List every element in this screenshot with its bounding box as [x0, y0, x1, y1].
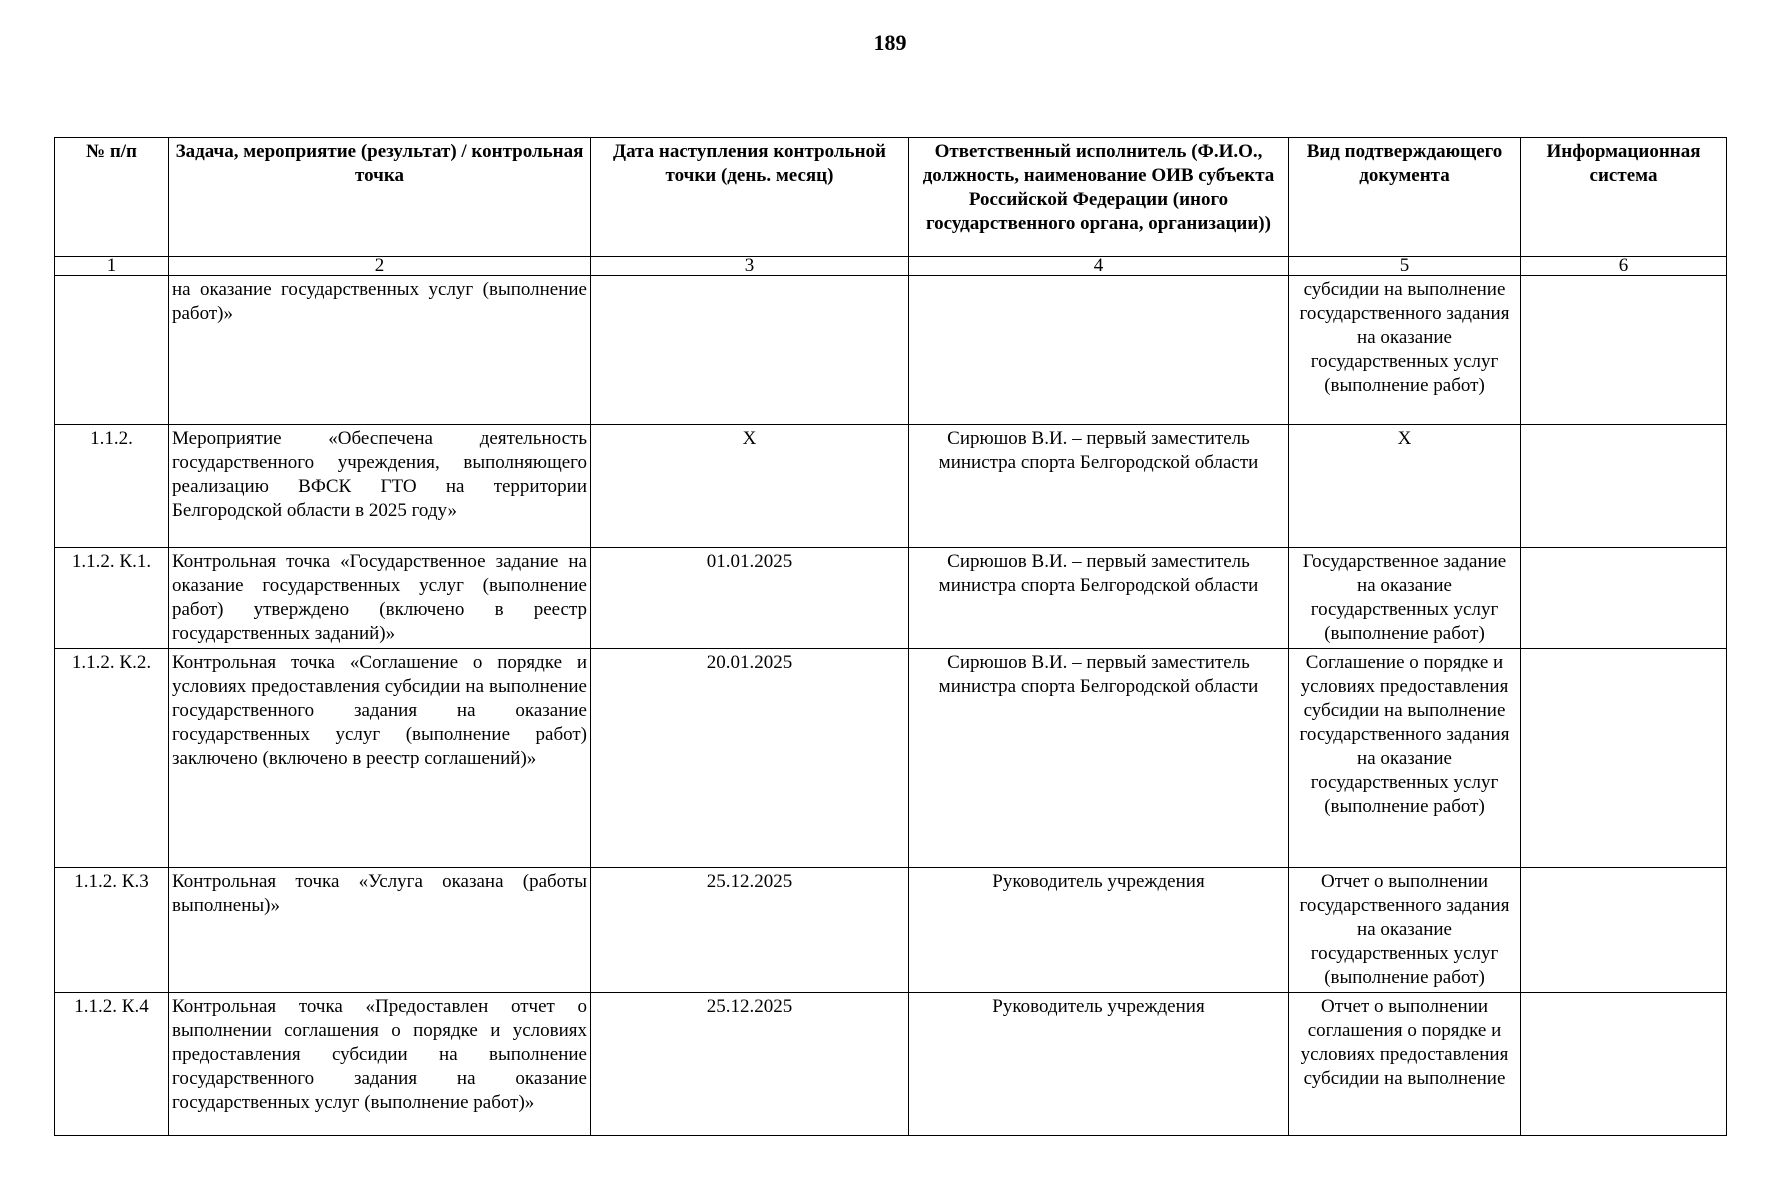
column-number: 4 — [909, 257, 1289, 276]
column-number: 1 — [55, 257, 169, 276]
row-date: 25.12.2025 — [591, 993, 909, 1136]
row-document: Соглашение о порядке и условиях предоставления субсидии на выполнение государственного задания на оказание государственных услуг (выполнение работ) — [1289, 649, 1521, 868]
row-system — [1521, 276, 1727, 425]
row-system — [1521, 993, 1727, 1136]
row-task: Контрольная точка «Предоставлен отчет о выполнении соглашения о порядке и условиях предоставления субсидии на выполнение государственного задания на оказание государственных услуг (выполнение работ)» — [169, 993, 591, 1136]
header-date: Дата наступления контрольной точки (день. месяц) — [591, 138, 909, 257]
row-system — [1521, 868, 1727, 993]
row-document: Государственное задание на оказание государственных услуг (выполнение работ) — [1289, 548, 1521, 649]
table-row — [55, 868, 1727, 993]
column-number: 6 — [1521, 257, 1727, 276]
row-date: 25.12.2025 — [591, 868, 909, 993]
column-number: 2 — [169, 257, 591, 276]
row-document: Отчет о выполнении государственного задания на оказание государственных услуг (выполнение работ) — [1289, 868, 1521, 993]
table-row — [55, 993, 1727, 1136]
row-date: 20.01.2025 — [591, 649, 909, 868]
row-number: 1.1.2. К.3 — [55, 868, 169, 993]
row-task: Контрольная точка «Соглашение о порядке и условиях предоставления субсидии на выполнение государственного задания на оказание государственных услуг (выполнение работ) заключено (включено в реестр соглашений)» — [169, 649, 591, 868]
row-system — [1521, 649, 1727, 868]
row-task: Мероприятие «Обеспечена деятельность государственного учреждения, выполняющего реализацию ВФСК ГТО на территории Белгородской области в 2025 году» — [169, 425, 591, 548]
table-row — [55, 276, 1727, 425]
page-number: 189 — [873, 30, 907, 55]
table-row — [55, 425, 1727, 548]
header-row — [55, 138, 1727, 257]
header-number: № п/п — [55, 138, 169, 257]
column-numbers-row — [55, 257, 1727, 276]
row-number: 1.1.2. К.2. — [55, 649, 169, 868]
row-date: 01.01.2025 — [591, 548, 909, 649]
header-responsible: Ответственный исполнитель (Ф.И.О., должность, наименование ОИВ субъекта Российской Федерации (иного государственного органа, организации)) — [909, 138, 1289, 257]
row-system — [1521, 425, 1727, 548]
row-system — [1521, 548, 1727, 649]
row-number: 1.1.2. К.1. — [55, 548, 169, 649]
row-task: на оказание государственных услуг (выполнение работ)» — [169, 276, 591, 425]
row-document: субсидии на выполнение государственного задания на оказание государственных услуг (выполнение работ) — [1289, 276, 1521, 425]
row-responsible: Сирюшов В.И. – первый заместитель министра спорта Белгородской области — [909, 649, 1289, 868]
row-responsible: Руководитель учреждения — [909, 868, 1289, 993]
row-number — [55, 276, 169, 425]
table-row — [55, 649, 1727, 868]
row-document: Х — [1289, 425, 1521, 548]
column-number: 3 — [591, 257, 909, 276]
row-task: Контрольная точка «Услуга оказана (работы выполнены)» — [169, 868, 591, 993]
row-responsible: Сирюшов В.И. – первый заместитель министра спорта Белгородской области — [909, 548, 1289, 649]
row-responsible: Сирюшов В.И. – первый заместитель министра спорта Белгородской области — [909, 425, 1289, 548]
row-task: Контрольная точка «Государственное задание на оказание государственных услуг (выполнение работ) утверждено (включено в реестр государственных заданий)» — [169, 548, 591, 649]
header-task: Задача, мероприятие (результат) / контрольная точка — [169, 138, 591, 257]
row-responsible — [909, 276, 1289, 425]
column-number: 5 — [1289, 257, 1521, 276]
header-system: Информационная система — [1521, 138, 1727, 257]
table-row — [55, 548, 1727, 649]
row-date: Х — [591, 425, 909, 548]
checkpoint-table — [54, 137, 1727, 1136]
row-date — [591, 276, 909, 425]
row-number: 1.1.2. — [55, 425, 169, 548]
row-number: 1.1.2. К.4 — [55, 993, 169, 1136]
row-document: Отчет о выполнении соглашения о порядке и условиях предоставления субсидии на выполнение — [1289, 993, 1521, 1136]
header-document: Вид подтверждающего документа — [1289, 138, 1521, 257]
row-responsible: Руководитель учреждения — [909, 993, 1289, 1136]
